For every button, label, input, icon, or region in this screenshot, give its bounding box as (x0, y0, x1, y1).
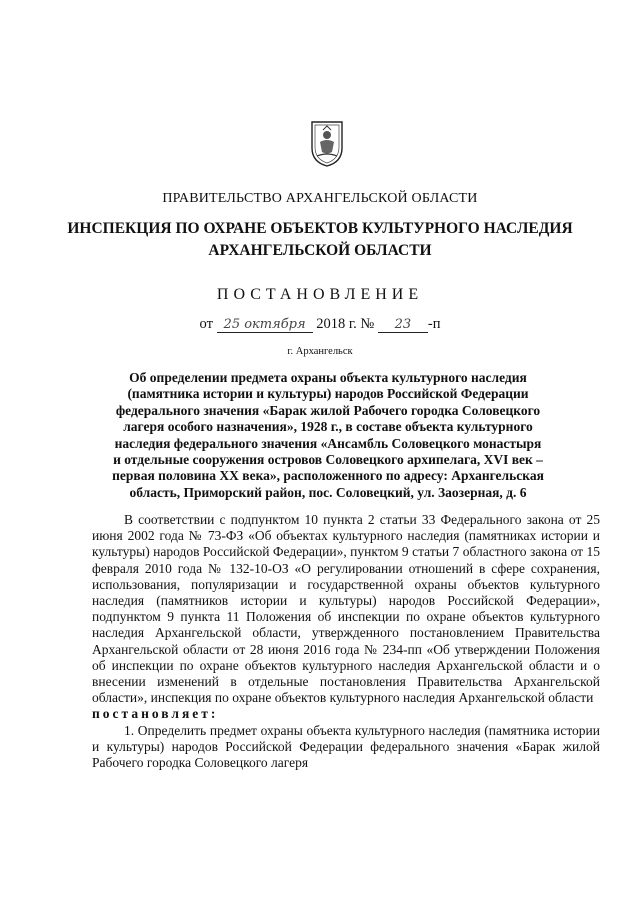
decree-heading: ПОСТАНОВЛЕНИЕ (216, 286, 424, 303)
handwritten-date: 25 октября (217, 317, 313, 333)
title-line: федерального значения «Барак жилой Рабочего городка Соловецкого (115, 402, 541, 418)
inspection-name-line: ИНСПЕКЦИЯ ПО ОХРАНЕ ОБЪЕКТОВ КУЛЬТУРНОГО НАСЛЕДИЯ (67, 220, 573, 237)
body-paragraph: 1. Определить предмет охраны объекта культурного наследия (памятника истории и культуры) народов Российской Федерации федерального значения «Барак жилой Рабочего городка Соловецкого лагеря (92, 722, 600, 771)
title-line: (памятника истории и культуры) народов Российской Федерации (127, 386, 529, 402)
title-line: область, Приморский район, пос. Соловецкий, ул. Заозерная, д. 6 (129, 484, 527, 500)
title-line: Об определении предмета охраны объекта культурного наследия (129, 370, 527, 385)
title-line: лагеря особого назначения», 1928 г., в составе объекта культурного (123, 419, 533, 435)
postanovlyaet-word (92, 706, 600, 722)
decree-title (100, 370, 556, 501)
inspection-name (40, 218, 600, 262)
coat-of-arms-emblem (308, 118, 346, 168)
decree-date-line (0, 316, 640, 333)
handwritten-number: 23 (378, 317, 428, 333)
number-suffix: -п (427, 316, 441, 332)
decree-body (92, 512, 600, 771)
title-line: наследия федерального значения «Ансамбль Соловецкого монастыря (114, 435, 542, 451)
city-name: г. Архангельск (287, 346, 353, 357)
inspection-name-line: АРХАНГЕЛЬСКОЙ ОБЛАСТИ (208, 242, 432, 259)
decree-year: 2018 г. № (316, 316, 375, 332)
postanovlyaet-text: постановляет: (92, 706, 219, 722)
date-prefix: от (199, 316, 213, 332)
title-line: первая половина XX века», расположенного по адресу: Архангельская (112, 468, 544, 484)
government-name: ПРАВИТЕЛЬСТВО АРХАНГЕЛЬСКОЙ ОБЛАСТИ (162, 191, 478, 206)
body-paragraph: В соответствии с подпунктом 10 пункта 2 статьи 33 Федерального закона от 25 июня 2002 года № 73-ФЗ «Об объектах культурного наследия (памятниках истории и культуры) народов Российской Федерации», пунктом 9 статьи 7 областного закона от 15 февраля 2010 года № 132-10-ОЗ «О регулировании отношений в сфере сохранения, использования, популяризации и государственной охраны объектов культурного наследия (памятников истории и культуры) народов Российской Федерации», подпунктом 9 пункта 11 Положения об инспекции по охране объектов культурного наследия Архангельской области, утвержденного постановлением Правительства Архангельской области от 28 июня 2016 года № 234-пп «Об утверждении Положения об инспекции по охране объектов культурного наследия Архангельской области и о внесении изменений в отдельные постановления Правительства Архангельской области», инспекция по охране объектов культурного наследия Архангельской области (92, 512, 600, 706)
title-line: и отдельные сооружения островов Соловецкого архипелага, XVI век – (113, 452, 543, 468)
